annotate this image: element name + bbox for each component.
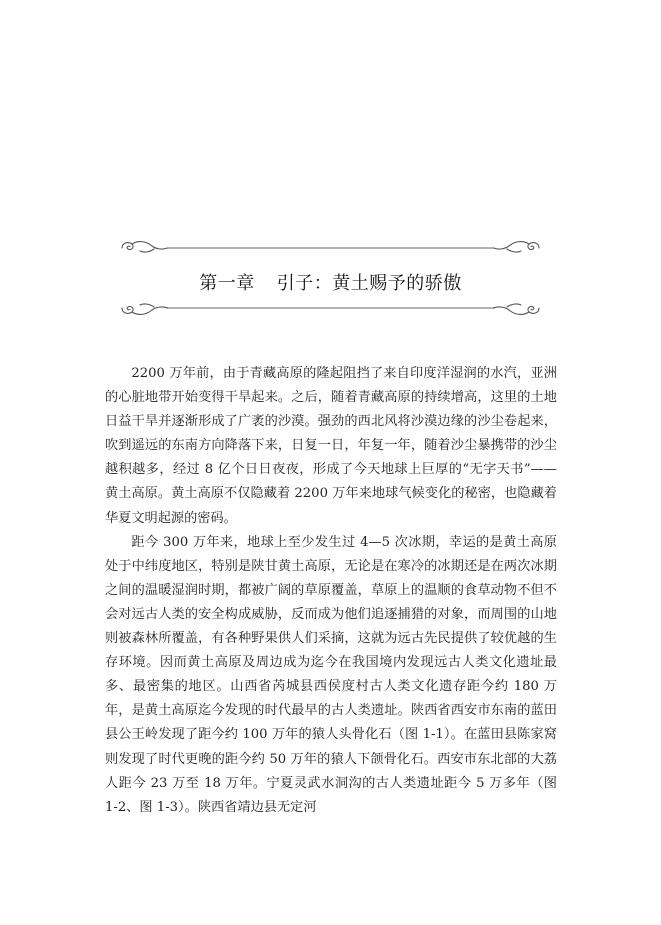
chapter-heading	[118, 269, 543, 295]
paragraph: 距今 300 万年来，地球上至少发生过 4—5 次冰期，幸运的是黄土高原处于中纬度地区，特别是陕甘黄土高原，无论是在寒冷的冰期还是在两次冰期之间的温暖湿润时期，都被广阔的草原覆盖，草原上的温顺的食草动物不但不会对远古人类的安全构成威胁，反而成为他们追逐捕猎的对象，而周围的山地则被森林所覆盖，有各种野果供人们采摘，这就为远古先民提供了较优越的生存环境。因而黄土高原及周边成为迄今在我国境内发现远古人类文化遗址最多、最密集的地区。山西省芮城县西侯度村古人类文化遗存距今约 180 万年，是黄土高原迄今发现的时代最早的古人类遗址。陕西省西安市东南的蓝田县公王岭发现了距今约 100 万年的猿人头骨化石（图 1-1）。在蓝田县陈家窝则发现了时代更晚的距今约 50 万年的猿人下颌骨化石。西安市东北部的大荔人距今 23 万至 18 万年。宁夏灵武水洞沟的古人类遗址距今 5 万多年（图 1-2、图 1-3）。陕西省靖边县无定河	[105, 534, 557, 815]
chapter-number: 第一章	[199, 273, 255, 294]
bottom-ornament-divider	[118, 300, 543, 318]
top-ornament-divider	[118, 238, 543, 256]
chapter-body	[105, 362, 557, 820]
scroll-ornament-icon	[118, 300, 543, 318]
paragraph: 2200 万年前，由于青藏高原的隆起阻挡了来自印度洋湿润的水汽，亚洲的心脏地带开始变得干旱起来。之后，随着青藏高原的持续增高，这里的土地日益干旱并逐渐形成了广袤的沙漠。强劲的西北风将沙漠边缘的沙尘卷起来，吹到遥远的东南方向降落下来，日复一日，年复一年，随着沙尘暴携带的沙尘越积越多，经过 8 亿个日日夜夜，形成了今天地球上巨厚的“无字天书”——黄土高原。黄土高原不仅隐藏着 2200 万年来地球气候变化的秘密，也隐藏着华夏文明起源的密码。	[105, 366, 557, 526]
chapter-title: 引子：黄土赐予的骄傲	[276, 273, 462, 294]
scroll-ornament-icon	[118, 238, 543, 256]
